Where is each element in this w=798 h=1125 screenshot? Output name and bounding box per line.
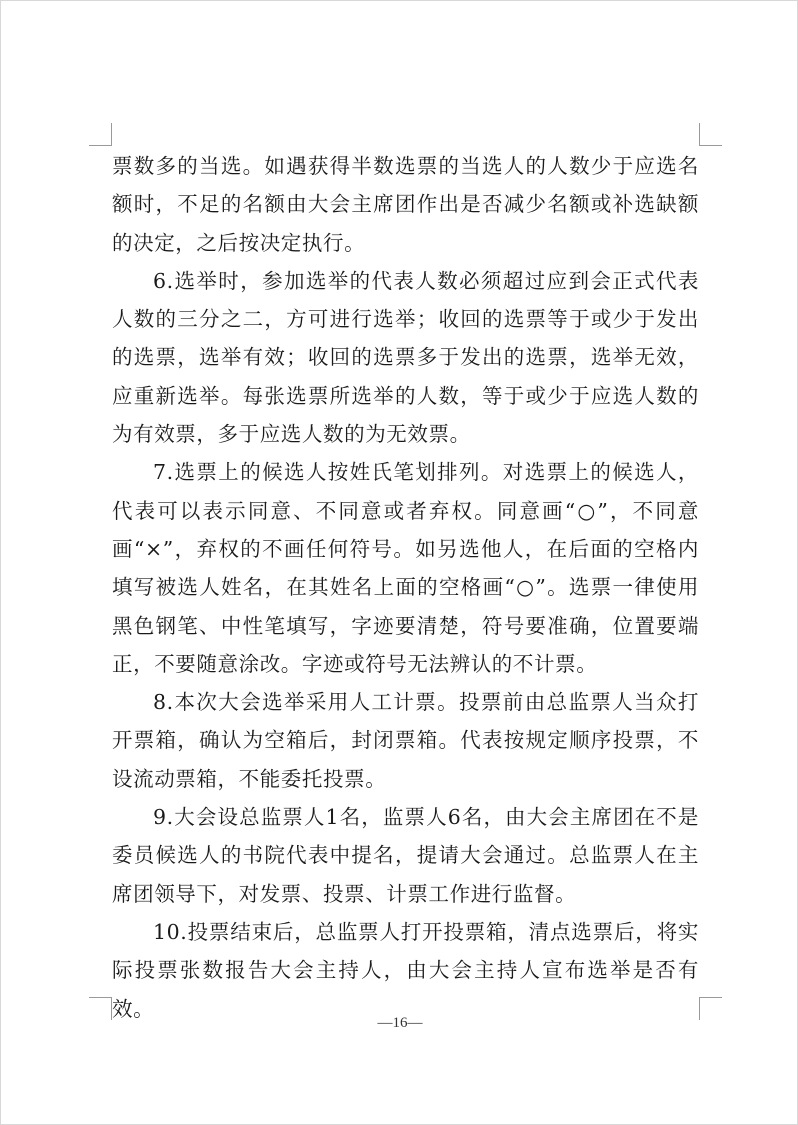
paragraph: 7.选票上的候选人按姓氏笔划排列。对选票上的候选人，代表可以表示同意、不同意或者弃权。同意画“○”，不同意画“×”，弃权的不画任何符号。如另选他人，在后面的空格内填写被选人姓名，在其姓名上面的空格画“○”。选票一律使用黑色钢笔、中性笔填写，字迹要清楚，符号要准确，位置要端正，不要随意涂改。字迹或符号无法辨认的不计票。 xyxy=(112,460,699,676)
body-text xyxy=(112,147,699,1028)
crop-mark-top-left xyxy=(89,123,112,146)
crop-mark-top-right xyxy=(699,123,722,146)
page-number: —16— xyxy=(377,1015,423,1031)
paragraph: 票数多的当选。如遇获得半数选票的当选人的人数少于应选名额时，不足的名额由大会主席团作出是否减少名额或补选缺额的决定，之后按决定执行。 xyxy=(112,154,699,255)
paragraph: 9.大会设总监票人1名，监票人6名，由大会主席团在不是委员候选人的书院代表中提名，提请大会通过。总监票人在主席团领导下，对发票、投票、计票工作进行监督。 xyxy=(112,805,699,906)
paragraph: 6.选举时，参加选举的代表人数必须超过应到会正式代表人数的三分之二，方可进行选举；收回的选票等于或少于发出的选票，选举有效；收回的选票多于发出的选票，选举无效，应重新选举。每张选票所选举的人数，等于或少于应选人数的为有效票，多于应选人数的为无效票。 xyxy=(112,268,699,447)
paragraph: 8.本次大会选举采用人工计票。投票前由总监票人当众打开票箱，确认为空箱后，封闭票箱。代表按规定顺序投票，不设流动票箱，不能委托投票。 xyxy=(112,690,699,791)
paragraph: 10.投票结束后，总监票人打开投票箱，清点选票后，将实际投票张数报告大会主持人，由大会主持人宣布选举是否有效。 xyxy=(112,919,699,1021)
